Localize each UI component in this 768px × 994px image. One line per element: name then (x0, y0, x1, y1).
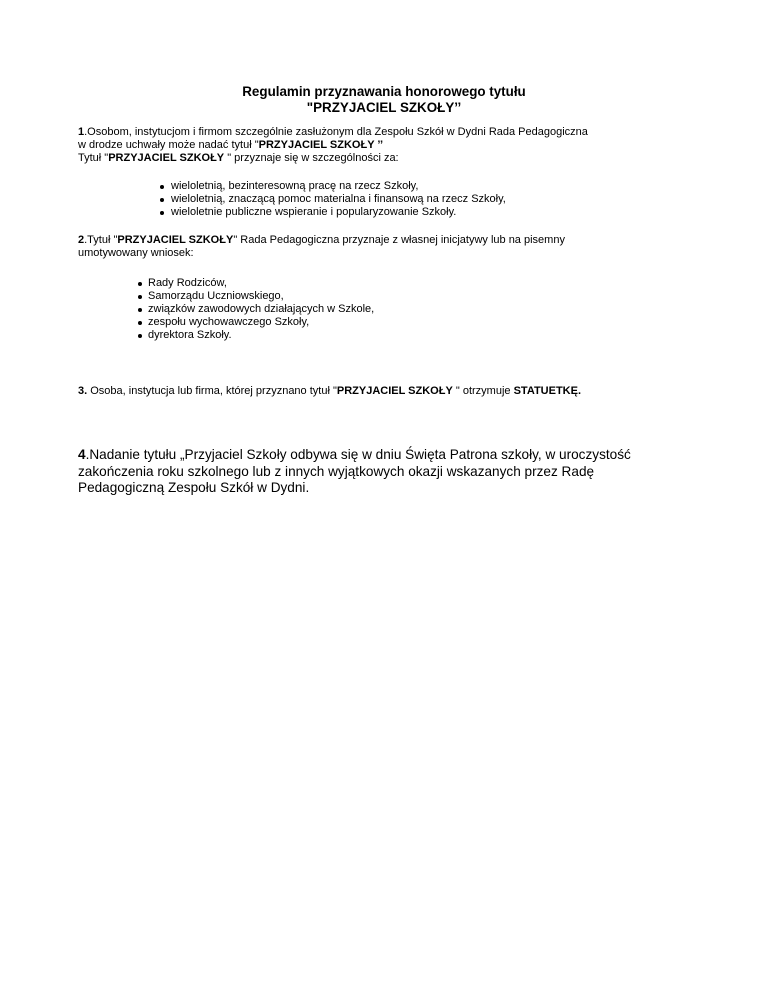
section-4-number: 4 (78, 447, 86, 462)
title-line-2: "PRZYJACIEL SZKOŁY’’ (306, 100, 462, 115)
section-3-text-c: " otrzymuje (452, 385, 514, 397)
section-1-number: 1 (78, 126, 85, 138)
section-2-number: 2 (78, 234, 85, 246)
section-1-title-ref-2: PRZYJACIEL SZKOŁY (108, 152, 225, 164)
list-item: wieloletnią, bezinteresowną pracę na rzecz Szkoły, (171, 180, 506, 193)
section-1-text-3a: Tytuł " (78, 152, 109, 164)
list-item: dyrektora Szkoły. (148, 329, 374, 342)
section-2 (78, 234, 565, 260)
section-1-line-2 (78, 139, 588, 152)
section-2-text-1c: " Rada Pedagogiczna przyznaje z własnej inicjatywy lub na pisemny (233, 234, 565, 246)
section-1-text-3c: " przyznaje się w szczególności za: (224, 152, 399, 164)
list-item: wieloletnią, znaczącą pomoc materialna i finansową na rzecz Szkoły, (171, 193, 506, 205)
list-item: związków zawodowych działających w Szkole, (148, 303, 375, 315)
section-1-title-ref-1: PRZYJACIEL SZKOŁY ’’ (258, 139, 384, 151)
applicants-list (148, 277, 374, 342)
section-1-text-2a: w drodze uchwały może nadać tytuł " (78, 139, 259, 151)
criteria-list (171, 180, 506, 219)
section-4-line-1 (78, 447, 631, 464)
list-item: Samorządu Uczniowskiego, (148, 290, 374, 303)
list-item: wieloletnie publiczne wspieranie i popularyzowanie Szkoły. (171, 206, 506, 219)
document-title (0, 84, 768, 116)
section-1-line-1 (78, 126, 588, 139)
section-1-line-3 (78, 152, 588, 165)
section-1 (78, 126, 588, 165)
section-2-line-2: umotywowany wniosek: (78, 247, 194, 259)
section-1-text-1: .Osobom, instytucjom i firmom szczególnie zasłużonym dla Zespołu Szkół w Dydni Rada Pedagogiczna (84, 126, 588, 138)
section-3-title-ref: PRZYJACIEL SZKOŁY (336, 385, 453, 397)
section-3-number: 3. (78, 385, 88, 397)
section-3-text-a: Osoba, instytucja lub firma, której przyznano tytuł " (87, 385, 337, 397)
section-4-line-2: zakończenia roku szkolnego lub z innych wyjątkowych okazji wskazanych przez Radę (78, 463, 595, 479)
title-line-1: Regulamin przyznawania honorowego tytułu (242, 84, 526, 99)
section-4 (78, 447, 631, 497)
section-2-title-ref: PRZYJACIEL SZKOŁY (117, 234, 234, 246)
list-item: Rady Rodziców, (148, 277, 374, 290)
section-4-text-1: .Nadanie tytułu „Przyjaciel Szkoły odbywa się w dniu Święta Patrona szkoły, w uroczystość (85, 447, 631, 462)
section-3 (78, 385, 581, 398)
section-2-text-1a: .Tytuł " (84, 234, 118, 246)
section-4-line-3: Pedagogiczną Zespołu Szkół w Dydni. (78, 480, 310, 495)
list-item: zespołu wychowawczego Szkoły, (148, 316, 374, 329)
section-2-line-1 (78, 234, 565, 247)
section-3-award: STATUETKĘ. (513, 385, 582, 397)
